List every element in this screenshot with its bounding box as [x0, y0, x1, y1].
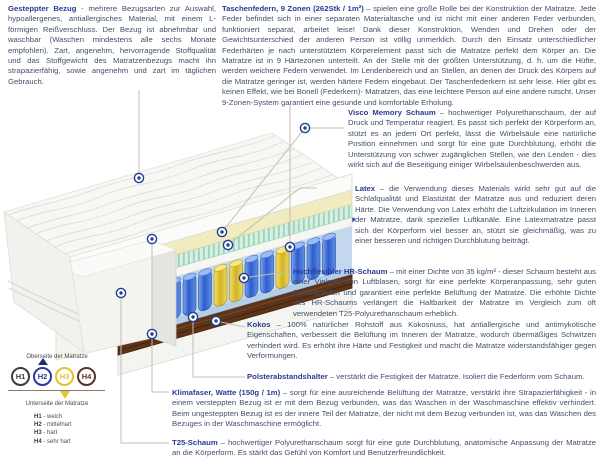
section-body: – hochwertiger Polyurethanschaum sorgt für eine gute Durchblutung, anatomische Anpassung der Matratze an die Körperform. Es stärkt das Gefühl von Komfort und Benutzerfreundlichkeit. [172, 438, 596, 458]
hardness-item: H3 - hart [34, 430, 58, 437]
section-title: Latex [355, 184, 376, 193]
section-title: Taschenfedern, 9 Zonen (262Stk / 1m²) [222, 4, 364, 13]
section-gesteppter-bezug [8, 4, 216, 87]
section-visco [348, 108, 596, 170]
section-title: Hochflexibler HR-Schaum [293, 267, 388, 276]
section-t25-schaum [172, 438, 596, 459]
section-hr-schaum [293, 267, 596, 319]
legend-bottom-side-label: Unterseite der Matratze [25, 401, 89, 407]
section-body: – mit einer Dichte von 35 kg/m³ - dieser Schaum besteht aus einer Vielzahl von Luftblasen, sorgt für eine perfekte Körperanpassung, sehr guten Schlafkomfort und garantiert eine perfekte Belüftung der Matratze. Die erhöhte Dichte des HR-Schaums verlängert die Haltbarkeit der Matratze im Vergleich zum oft verwendeten T25-Polyurethanschaum erheblich. [293, 267, 597, 318]
section-title: Polsterabstandshalter [247, 372, 328, 381]
section-body: – die Verwendung dieses Materials wirkt sehr gut auf die Schlafqualität und Elastizität der Matratze aus und reduziert deren Härte. Die Verwendung von Latex erhöht die Luftzirkulation im Inneren der Matratze, dank spezieller Luftkanäle. Eine Latexmatratze passt sich der Körperform viel besser an, stützt sie gleichmäßig, was zu einer besseren und richtigen Durchblutung beiträgt. [355, 184, 597, 246]
section-title: Gesteppter Bezug [8, 4, 77, 13]
zone-circle-h1: H1 [11, 367, 30, 386]
hardness-zone-row [11, 367, 96, 386]
section-body: – sorgt für eine ausreichende Belüftung der Matratze, verstärkt ihre Strapazierfähigkeit - in einem versteppten Bezug ist er mit dem Bezug verbunden, was das Waschen in der Waschmaschine effektiv verhindert. Beim ungesteppten Bezug ist es der innere Teil der Matratze, der nicht mit dem Bezug verbunden ist, was das Waschen des Bezuges in der Waschmaschine ermöglicht. [172, 388, 596, 429]
hardness-legend-list [34, 413, 72, 446]
hardness-item: H1 - weich [34, 414, 63, 420]
section-body: – verstärkt die Festigkeit der Matratze. Isoliert die Federform vom Schaum. [329, 372, 585, 381]
legend-baseline [8, 390, 105, 391]
zone-circle-h4: H4 [77, 367, 96, 386]
hardness-item: H4 - sehr hart [34, 438, 71, 445]
section-kokos [247, 320, 596, 362]
bottom-side-marker-icon [60, 391, 70, 399]
hardness-item: H2 - mittelhart [34, 422, 72, 429]
legend-top-side-label: Oberseite der Matratze [26, 354, 88, 360]
zone-circle-h3: H3 [55, 367, 74, 386]
section-body: – hochwertiger Polyurethanschaum, der auf Druck und Temperatur reagiert. Es passt sich perfekt der Körperform an, stützt es an jedem Ort perfekt, lässt die Wirbelsäule eine natürliche Position einnehmen und sorgt für eine gute Durchblutung, erhöht die Unterstützung von schwer zugänglichen Stellen, wie den Lenden - dies wirkt sich auf die Beseitigung einiger Wirbelsäulenbeschwerden aus. [348, 108, 596, 170]
section-latex [355, 184, 596, 246]
section-body: – 100% natürlicher Rohstoff aus Kokosnuss, hat antiallergische und antimykotische Eigenschaften, verbessert die Belüftung im Inneren der Matratze, wodurch übermäßiges Schwitzen verhindert wird. Es erhöht ihre Härte und Festigkeit und macht die Matratze widerstandsfähiger gegen Verformungen. [247, 320, 596, 361]
top-side-marker-icon [38, 358, 48, 365]
section-polsterabstandshalter [247, 372, 596, 382]
section-taschenfedern [222, 4, 596, 108]
section-title: T25-Schaum [172, 438, 218, 447]
zone-circle-h2: H2 [33, 367, 52, 386]
section-title: Visco Memory Schaum [348, 108, 436, 117]
section-title: Kokos [247, 320, 271, 329]
section-title: Klimafaser, Watte (150g / 1m) [172, 388, 281, 397]
section-klimafaser [172, 388, 596, 430]
section-body: - mehrere Bezugsarten zur Auswahl, hypoallergenes, antiallergisches Material, mit einem L-förmigen Reißverschluss. Der Bezug ist abnehmbar und waschbar (Waschen mindestens alle sechs Monate empfohlen). Zart, angenehm, hervorragende Stoffqualität und das Stoffgewicht des Matratzenbezugs macht ihn strapazierfähig, sowie angenehm und zart im täglichen Gebrauch. [8, 4, 216, 86]
section-body: – spielen eine große Rolle bei der Konstruktion der Matratze. Jede Feder befindet sich in einer separaten Materialtasche und ist nicht mit einer anderen Feder verbunden, funktioniert separat, arbeitet leise! Dank dieser Konstruktion, Wenden und Drehen oder der Gewichtsunterschied der anderen Person ist völlig unmerklich. Durch den Einsatz unterschiedlicher Federhärten je nach unterstütztem Körperelement passt sich die Matratze perfekt dem Körper an. Die Matratze ist in 9 Härtezonen unterteilt. An der Stelle mit der größten Unterstützung, d. h. um die Hüfte, werden weichere Federn verwendet. Im Lendenbereich und an Stellen, an denen der Druck des Körpers auf die Matratze geringer ist, werden härtere Federn eingebaut. Der Taschenfederkern ist sehr leise. Hier gibt es keinen Effekt, wie bei Bonell (Federkern)- Matratzen, das eine leichtere Person auf eine andere rutscht. Unser 9-Zonen-System garantiert eine gesunde und komfortable Erholung. [222, 4, 596, 107]
